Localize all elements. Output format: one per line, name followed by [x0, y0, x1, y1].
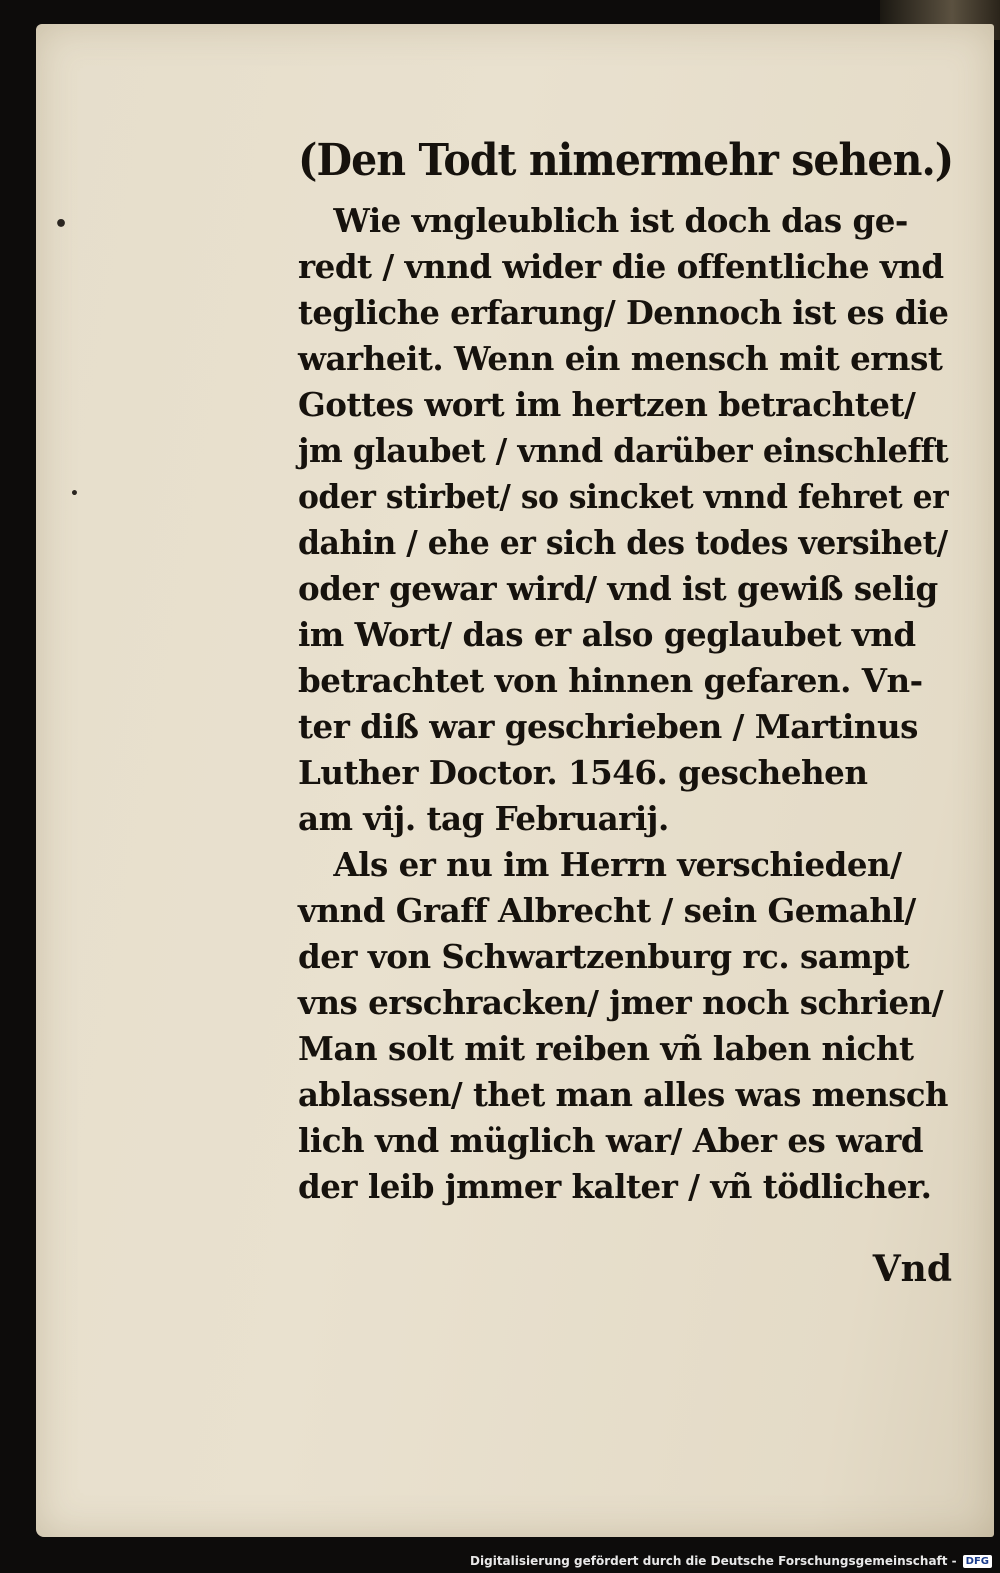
text-line: Gottes wort im hertzen betrachtet/	[298, 385, 916, 424]
page-text	[298, 132, 958, 1210]
margin-mark: •	[70, 486, 79, 502]
paragraph-1	[298, 198, 958, 842]
catchword: Vnd	[872, 1248, 952, 1290]
text-line: der leib jmmer kalter / vñ tödlicher.	[298, 1167, 932, 1206]
text-line: jm glaubet / vnnd darüber einschlefft	[298, 431, 949, 470]
text-line: lich vnd müglich war/ Aber es ward	[298, 1121, 924, 1160]
text-line: Wie vngleublich ist doch das ge-	[333, 201, 908, 240]
margin-mark: •	[54, 212, 69, 237]
text-line: der von Schwartzenburg rc. sampt	[298, 937, 910, 976]
text-line: oder gewar wird/ vnd ist gewiß selig	[298, 569, 938, 608]
dfg-logo: DFG	[963, 1555, 992, 1568]
text-line: im Wort/ das er also geglaubet vnd	[298, 615, 916, 654]
page-heading: (Den Todt nimermehr sehen.)	[298, 135, 954, 186]
text-line: warheit. Wenn ein mensch mit ernst	[298, 339, 943, 378]
text-line: oder stirbet/ so sincket vnnd fehret er	[298, 477, 949, 516]
footer-credit: Digitalisierung gefördert durch die Deutsche Forschungsgemeinschaft -	[470, 1554, 957, 1568]
text-line: Man solt mit reiben vñ laben nicht	[298, 1029, 914, 1068]
text-line: am vij. tag Februarij.	[298, 799, 669, 838]
footer-bar	[470, 1549, 1000, 1573]
text-line: dahin / ehe er sich des todes versihet/	[298, 523, 948, 562]
text-line: ablassen/ thet man alles was mensch	[298, 1075, 948, 1114]
text-line: tegliche erfarung/ Dennoch ist es die	[298, 293, 949, 332]
paragraph-2	[298, 842, 958, 1210]
text-line: Luther Doctor. 1546. geschehen	[298, 753, 868, 792]
text-line: redt / vnnd wider die offentliche vnd	[298, 247, 944, 286]
text-line: betrachtet von hinnen gefaren. Vn-	[298, 661, 923, 700]
text-line: Als er nu im Herrn verschieden/	[333, 845, 902, 884]
text-line: vns erschracken/ jmer noch schrien/	[298, 983, 944, 1022]
text-line: ter diß war geschrieben / Martinus	[298, 707, 918, 746]
text-line: vnnd Graff Albrecht / sein Gemahl/	[298, 891, 916, 930]
